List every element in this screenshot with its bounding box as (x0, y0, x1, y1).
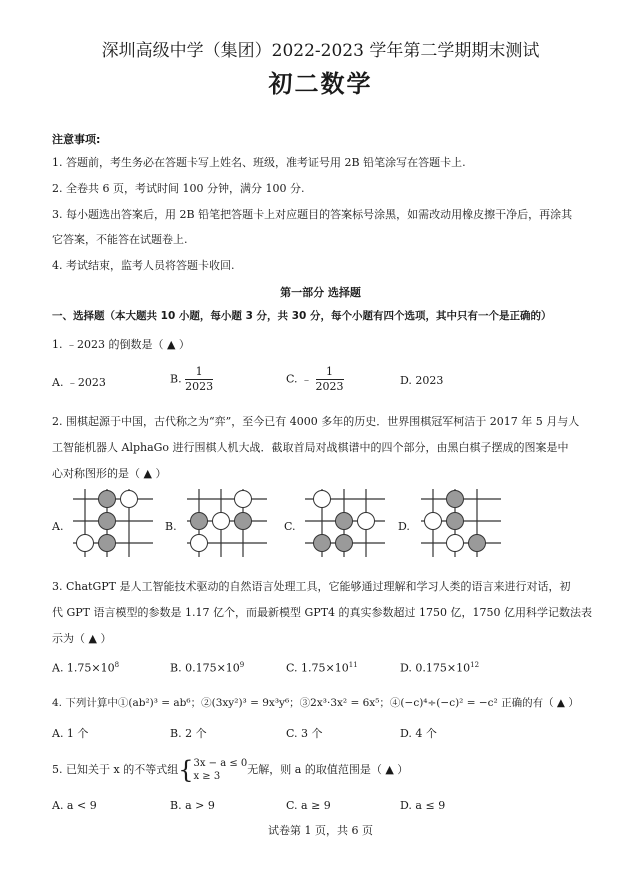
black-stone (235, 513, 252, 530)
q1-b-denominator: 2023 (185, 380, 214, 393)
q5-option-c: C. a ≥ 9 (286, 799, 331, 812)
black-stone (99, 513, 116, 530)
q3-c-base: C. 1.75×10 (286, 661, 349, 675)
q3-line-3: 示为（ ▲ ） (52, 632, 112, 645)
q5-option-b: B. a > 9 (170, 799, 215, 812)
q1-option-b (170, 365, 213, 394)
q4-option-c: C. 3 个 (286, 727, 323, 740)
q3-option-c (286, 661, 358, 675)
q1-option-d: D. 2023 (400, 374, 444, 387)
q1-option-c (286, 365, 344, 394)
q1-stem: 1. ﹣2023 的倒数是（ ▲ ） (52, 338, 190, 351)
q2-label-b: B. (165, 520, 177, 533)
q1-c-fraction (316, 365, 344, 394)
q3-d-base: D. 0.175×10 (400, 661, 471, 675)
q3-b-exponent: 9 (239, 661, 245, 669)
q5-inequality-2: x ≥ 3 (193, 771, 221, 782)
black-stone (314, 535, 331, 552)
q3-c-exponent: 11 (348, 661, 358, 669)
section-heading: 一、选择题（本大题共 10 小题，每小题 3 分，共 30 分，每个小题有四个选项，其中只有一个是正确的） (52, 310, 552, 322)
q1-b-numerator: 1 (185, 365, 213, 380)
note-item-3: 3. 每小题选出答案后，用 2B 铅笔把答题卡上对应题目的答案标号涂黑，如需改动用橡皮擦干净后，再涂其 (52, 208, 573, 221)
q5-inequality-1: 3x − a ≤ 0 (193, 758, 248, 769)
white-stone (121, 491, 138, 508)
white-stone (77, 535, 94, 552)
part-heading: 第一部分 选择题 (280, 286, 361, 299)
q1-option-a: A. ﹣2023 (52, 376, 106, 389)
black-stone (191, 513, 208, 530)
note-item-3-cont: 它答案，不能答在试题卷上. (52, 233, 188, 246)
note-item-4: 4. 考试结束，监考人员将答题卡收回. (52, 259, 235, 272)
go-board-c (300, 487, 390, 559)
go-board-a (68, 487, 158, 559)
q4-option-a: A. 1 个 (52, 727, 89, 740)
go-board-d (416, 487, 506, 559)
black-stone (336, 513, 353, 530)
page-footer: 试卷第 1 页，共 6 页 (268, 824, 373, 837)
black-stone (336, 535, 353, 552)
q3-option-b (170, 661, 244, 675)
black-stone (447, 491, 464, 508)
q5-stem-post: 无解，则 a 的取值范围是（ ▲ ） (247, 763, 409, 776)
q5-inequality-system (193, 757, 247, 783)
black-stone (469, 535, 486, 552)
note-item-1: 1. 答题前，考生务必在答题卡写上姓名、班级，准考证号用 2B 铅笔涂写在答题卡上. (52, 156, 466, 169)
q2-line-1: 2. 围棋起源于中国，古代称之为“弈”，至今已有 4000 多年的历史．世界围棋冠军柯洁于 2017 年 5 月与人 (52, 415, 580, 428)
go-board-b (182, 487, 272, 559)
white-stone (314, 491, 331, 508)
notes-heading: 注意事项: (52, 133, 101, 146)
q1-c-denominator: 2023 (315, 380, 344, 393)
q3-a-base: A. 1.75×10 (52, 661, 115, 675)
brace-symbol: { (178, 756, 194, 784)
white-stone (235, 491, 252, 508)
q1-c-label: C. ﹣ (286, 372, 313, 386)
q5-stem-pre: 5. 已知关于 x 的不等式组 (52, 763, 179, 776)
q3-line-2: 代 GPT 语言模型的参数是 1.17 亿个，而最新模型 GPT4 的真实参数超过 1750 亿，1750 亿用科学记数法表 (52, 606, 592, 619)
q3-option-d (400, 661, 479, 675)
q2-line-3: 心对称图形的是（ ▲ ） (52, 467, 167, 480)
q4-option-d: D. 4 个 (400, 727, 437, 740)
q3-a-exponent: 8 (114, 661, 120, 669)
q1-c-numerator: 1 (316, 365, 344, 380)
q3-d-exponent: 12 (470, 661, 480, 669)
black-stone (447, 513, 464, 530)
q1-b-fraction (185, 365, 213, 394)
q5-option-d: D. a ≤ 9 (400, 799, 446, 812)
black-stone (99, 491, 116, 508)
q4-stem: 4. 下列计算中①(ab²)³ = ab⁶；②(3xy²)³ = 9x³y⁶；③2x³·3x² = 6x⁵；④(−c)⁴÷(−c)² = −c² 正确的有（ ▲ ） (52, 697, 579, 709)
white-stone (425, 513, 442, 530)
white-stone (213, 513, 230, 530)
q2-label-a: A. (52, 520, 64, 533)
q2-label-d: D. (398, 520, 410, 533)
q5-stem (52, 757, 408, 783)
note-item-2: 2. 全卷共 6 页，考试时间 100 分钟，满分 100 分. (52, 182, 305, 195)
white-stone (191, 535, 208, 552)
q4-option-b: B. 2 个 (170, 727, 207, 740)
subject-title: 初二数学 (268, 70, 373, 98)
q1-b-label: B. (170, 372, 182, 386)
q2-label-c: C. (284, 520, 296, 533)
q3-line-1: 3. ChatGPT 是人工智能技术驱动的自然语言处理工具，它能够通过理解和学习人类的语言来进行对话，初 (52, 580, 571, 593)
exam-title: 深圳高级中学（集团）2022-2023 学年第二学期期末测试 (101, 41, 540, 61)
q5-option-a: A. a < 9 (52, 799, 97, 812)
white-stone (358, 513, 375, 530)
q3-option-a (52, 661, 119, 675)
black-stone (99, 535, 116, 552)
q3-b-base: B. 0.175×10 (170, 661, 240, 675)
q2-line-2: 工智能机器人 AlphaGo 进行围棋人机大战．截取首局对战棋谱中的四个部分，由黑白棋子摆成的图案是中 (52, 441, 569, 454)
white-stone (447, 535, 464, 552)
